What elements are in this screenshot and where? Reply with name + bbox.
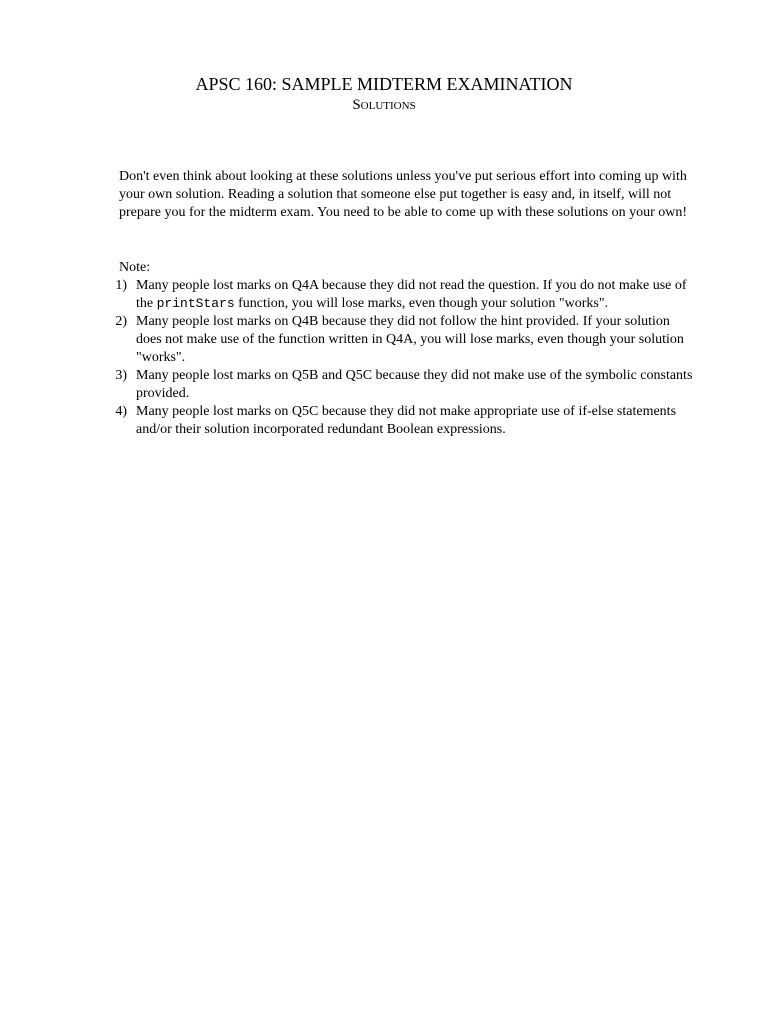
note-number: 3) (115, 368, 127, 383)
note-number: 2) (115, 314, 127, 329)
note-item-3 (99, 367, 699, 403)
code-function-name: printStars (156, 296, 235, 311)
intro-paragraph: Don't even think about looking at these solutions unless you've put serious effort into coming up with your own solution. Reading a solution that someone else put together is easy and, in itself, will not prepare you for the midterm exam. You need to be able to come up with these solutions on your own! (119, 169, 688, 220)
note-number: 4) (115, 404, 127, 419)
note-text: Many people lost marks on Q4A because they did not read the question. If you do not make use of the (136, 278, 687, 311)
note-item-4 (99, 403, 699, 439)
notes-list (99, 277, 699, 439)
note-number: 1) (115, 278, 127, 293)
note-label: Note: (119, 260, 151, 275)
note-text: Many people lost marks on Q4B because they did not follow the hint provided. If your solution does not make use of the function written in Q4A, you will lose marks, even though your solution "works". (136, 314, 684, 365)
note-text: Many people lost marks on Q5C because they did not make appropriate use of if-else statements and/or their solution incorporated redundant Boolean expressions. (136, 404, 677, 437)
page-title: APSC 160: SAMPLE MIDTERM EXAMINATION (195, 74, 573, 94)
note-item-2 (99, 313, 699, 367)
note-text: Many people lost marks on Q5B and Q5C because they did not make use of the symbolic constants provided. (136, 368, 693, 401)
note-text: function, you will lose marks, even though your solution "works". (234, 296, 609, 311)
page-subtitle: Solutions (352, 97, 416, 113)
note-item-1 (99, 277, 699, 313)
